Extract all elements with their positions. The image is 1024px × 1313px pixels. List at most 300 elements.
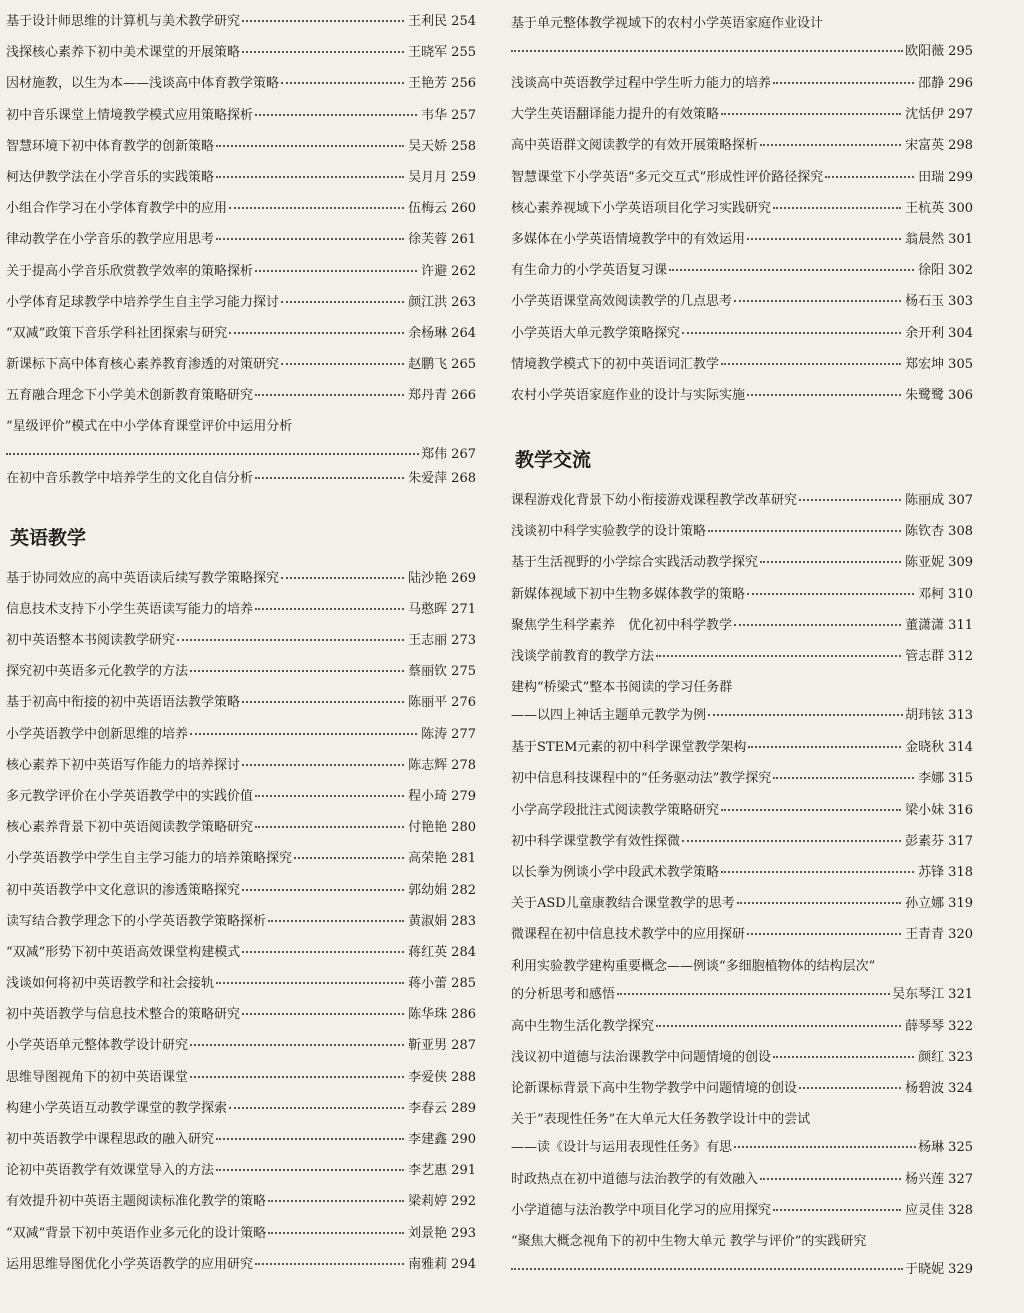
entry-title: 运用思维导图优化小学英语教学的应用研究 (6, 1256, 254, 1272)
toc-entry (6, 1249, 476, 1280)
entry-author: 蔡丽钦 (408, 664, 448, 680)
dot-leader (268, 1224, 404, 1234)
entry-title: 浅谈学前教育的教学方法 (511, 649, 655, 664)
entry-author: 董潇潇 (905, 617, 945, 633)
entry-title: 高中英语群文阅读教学的有效开展策略探析 (511, 138, 759, 154)
entry-title: 利用实验教学建构重要概念——例谈“多细胞植物体的结构层次” (511, 958, 876, 974)
toc-entry (6, 781, 476, 812)
entry-title: 有生命力的小学英语复习课 (511, 263, 668, 279)
dot-leader (255, 1255, 404, 1265)
entry-title: 浅谈初中科学实验教学的设计策略 (511, 524, 707, 540)
entry-page: 321 (948, 986, 973, 1002)
toc-entry (6, 463, 476, 494)
entry-title: 多元教学评价在小学英语教学中的实践价值 (6, 788, 254, 804)
toc-entry (6, 1218, 476, 1249)
entry-page: 266 (451, 388, 476, 404)
toc-entry (6, 812, 476, 843)
entry-author: 杨石玉 (905, 294, 945, 310)
entry-title: 探究初中英语多元化教学的方法 (6, 664, 189, 680)
entry-author: 郑伟 (421, 447, 448, 463)
entry-title: 因材施教，以生为本——浅谈高中体育教学策略 (6, 76, 280, 92)
dot-leader (294, 849, 404, 859)
dot-leader (825, 168, 914, 178)
dot-leader (511, 1260, 903, 1270)
entry-author: 金晓秋 (905, 740, 945, 756)
toc-list-exchange-3 (511, 1011, 973, 1105)
entry-title: 小学英语大单元教学策略探究 (511, 325, 681, 341)
entry-title: 新课标下高中体育核心素养教育渗透的对策研究 (6, 357, 280, 373)
entry-author: 孙立娜 (905, 896, 945, 912)
toc-list-english-cont (511, 68, 973, 411)
dot-leader (773, 74, 914, 84)
section-heading-english: 英语教学 (10, 526, 87, 549)
entry-page: 265 (451, 357, 476, 373)
entry-title: “星级评价”模式在中小学体育课堂评价中运用分析 (6, 419, 293, 435)
entry-author: 蒋红英 (408, 944, 448, 960)
entry-page: 258 (451, 138, 476, 154)
entry-title: 小组合作学习在小学体育教学中的应用 (6, 201, 228, 217)
entry-author: 徐阳 (918, 263, 945, 279)
entry-page: 294 (451, 1256, 476, 1272)
entry-page: 290 (451, 1132, 476, 1147)
toc-entry (511, 1164, 973, 1195)
entry-title: 五育融合理念下小学美术创新教育策略研究 (6, 388, 254, 404)
toc-entry (511, 130, 973, 161)
toc-entry-wrapped (511, 672, 973, 732)
dot-leader (216, 168, 404, 178)
entry-author: 李春云 (408, 1100, 448, 1116)
toc-entry (511, 826, 973, 857)
entry-page: 317 (948, 833, 973, 849)
entry-author: 宋富英 (905, 138, 945, 154)
entry-author: 付艳艳 (408, 820, 448, 836)
entry-title: 高中生物生活化教学探究 (511, 1018, 655, 1034)
toc-entry (511, 193, 973, 224)
dot-leader (242, 943, 404, 953)
dot-leader (255, 106, 417, 116)
entry-title: 农村小学英语家庭作业的设计与实际实施 (511, 387, 746, 403)
entry-author: 余杨琳 (408, 325, 448, 341)
entry-author: 靳亚男 (408, 1038, 448, 1054)
toc-entry (6, 1093, 476, 1124)
toc-entry (511, 579, 973, 610)
toc-entry (511, 888, 973, 919)
entry-page: 311 (948, 617, 973, 633)
entry-author: 沈恬伊 (905, 107, 945, 123)
toc-entry (6, 656, 476, 687)
entry-title: 情境教学模式下的初中英语词汇教学 (511, 356, 720, 372)
toc-entry (511, 1011, 973, 1042)
dot-leader (268, 912, 404, 922)
entry-author: 颜江洪 (408, 294, 448, 310)
entry-page: 255 (451, 45, 476, 61)
entry-page: 276 (451, 695, 476, 711)
toc-entry (511, 795, 973, 826)
dot-leader (242, 12, 404, 22)
entry-page: 256 (451, 76, 476, 92)
dot-leader (281, 569, 404, 579)
entry-subtitle: ——读《设计与运用表现性任务》有思 (511, 1140, 733, 1156)
dot-leader (773, 769, 914, 779)
toc-list-exchange (511, 485, 973, 672)
entry-title: 关于“表现性任务”在大单元大任务教学设计中的尝试 (511, 1112, 811, 1128)
toc-entry (6, 162, 476, 193)
toc-entry (6, 224, 476, 255)
dot-leader (734, 616, 901, 626)
entry-page: 324 (948, 1080, 973, 1096)
entry-page: 327 (948, 1172, 973, 1188)
entry-title: 小学英语教学中创新思维的培养 (6, 726, 189, 742)
dot-leader (737, 894, 901, 904)
entry-title: 浅探核心素养下初中美术课堂的开展策略 (6, 45, 241, 61)
entry-title: “双减”政策下音乐学科社团探索与研究 (6, 325, 228, 341)
entry-page: 328 (948, 1203, 973, 1219)
toc-entry (6, 594, 476, 625)
toc-entry (511, 919, 973, 950)
dot-leader (255, 386, 404, 396)
entry-author: 颜红 (918, 1049, 945, 1065)
entry-title: 构建小学英语互动教学课堂的教学探索 (6, 1100, 228, 1116)
toc-entry (6, 1155, 476, 1186)
entry-title: 基于初高中衔接的初中英语语法教学策略 (6, 695, 241, 711)
entry-title: 论初中英语教学有效课堂导入的方法 (6, 1163, 215, 1179)
entry-author: 南雅莉 (408, 1256, 448, 1272)
entry-page: 314 (948, 740, 973, 756)
entry-page: 307 (948, 493, 973, 509)
entry-title: 多媒体在小学英语情境教学中的有效运用 (511, 231, 746, 247)
toc-entry (511, 349, 973, 380)
dot-leader (656, 1017, 901, 1027)
dot-leader (255, 787, 404, 797)
entry-page: 262 (451, 263, 476, 279)
toc-entry-wrapped (511, 951, 973, 1011)
dot-leader (721, 801, 901, 811)
dot-leader (255, 469, 404, 479)
entry-page: 299 (948, 169, 973, 185)
entry-page: 283 (451, 913, 476, 929)
entry-author: 杨碧波 (905, 1080, 945, 1096)
section-heading-exchange: 教学交流 (515, 449, 592, 472)
dot-leader (268, 1192, 404, 1202)
dot-leader (708, 706, 903, 716)
dot-leader (216, 1161, 404, 1171)
toc-entry (511, 286, 973, 317)
dot-leader (216, 230, 404, 240)
entry-title: 基于STEM元素的初中科学课堂教学架构 (511, 740, 747, 756)
entry-author: 余开利 (905, 325, 945, 341)
dot-leader (760, 136, 901, 146)
toc-entry (511, 1195, 973, 1226)
entry-author: 郭幼娟 (408, 882, 448, 898)
entry-page: 275 (451, 664, 476, 680)
toc-entry (511, 516, 973, 547)
entry-author: 王晓军 (408, 45, 448, 61)
entry-author: 韦华 (421, 107, 448, 123)
entry-page: 322 (948, 1018, 973, 1034)
entry-author: 陈华珠 (408, 1007, 448, 1023)
toc-entry (511, 547, 973, 578)
dot-leader (242, 881, 404, 891)
entry-author: 朱爱萍 (408, 471, 448, 487)
entry-title: 基于协同效应的高中英语读后续写教学策略探究 (6, 570, 280, 586)
dot-leader (721, 355, 901, 365)
toc-entry (6, 1186, 476, 1217)
entry-page: 308 (948, 524, 973, 540)
entry-page: 289 (451, 1100, 476, 1116)
entry-author: 李艺惠 (408, 1163, 448, 1179)
entry-title: “双减”背景下初中英语作业多元化的设计策略 (6, 1225, 267, 1241)
toc-entry (6, 37, 476, 68)
entry-page: 277 (451, 726, 476, 742)
entry-page: 301 (948, 231, 973, 247)
entry-page: 313 (948, 708, 973, 724)
entry-title: 初中音乐课堂上情境教学模式应用策略探析 (6, 107, 254, 123)
toc-entry (511, 99, 973, 130)
entry-page: 309 (948, 555, 973, 571)
entry-page: 298 (948, 138, 973, 154)
toc-entry (511, 732, 973, 763)
entry-title: 浅谈如何将初中英语教学和社会接轨 (6, 976, 215, 992)
dot-leader (721, 863, 914, 873)
entry-author: 苏锋 (918, 864, 945, 880)
entry-author: 王杭英 (905, 200, 945, 216)
entry-page: 323 (948, 1049, 973, 1065)
entry-title: 小学高学段批注式阅读教学策略研究 (511, 802, 720, 818)
toc-entry (6, 999, 476, 1030)
entry-title: 思维导图视角下的初中英语课堂 (6, 1069, 189, 1085)
toc-entry (511, 610, 973, 641)
entry-author: 蒋小蕾 (408, 976, 448, 992)
dot-leader (190, 725, 417, 735)
dot-leader (721, 105, 901, 115)
entry-author: 李爱侠 (408, 1069, 448, 1085)
entry-author: 彭素芬 (905, 833, 945, 849)
entry-title: 微课程在初中信息技术教学中的应用探研 (511, 927, 746, 943)
entry-author: 陈志辉 (408, 757, 448, 773)
entry-title: 核心素养视域下小学英语项目化学习实践研究 (511, 200, 772, 216)
entry-title: “聚焦大概念视角下的初中生物大单元 教学与评价”的实践研究 (511, 1234, 867, 1250)
dot-leader (511, 42, 903, 52)
entry-author: 陈亚妮 (905, 555, 945, 571)
toc-entry (6, 380, 476, 411)
entry-author: 王艳芳 (408, 76, 448, 92)
entry-page: 303 (948, 294, 973, 310)
toc-entry (6, 100, 476, 131)
dot-leader (748, 738, 901, 748)
toc-entry-wrapped (511, 1104, 973, 1164)
dot-leader (708, 522, 901, 532)
toc-entry (6, 349, 476, 380)
dot-leader (255, 262, 417, 272)
entry-author: 李建鑫 (408, 1132, 448, 1147)
toc-entry (6, 1124, 476, 1155)
dot-leader (6, 445, 419, 455)
dot-leader (799, 491, 901, 501)
entry-title: 有效提升初中英语主题阅读标准化教学的策略 (6, 1194, 267, 1210)
entry-page: 306 (948, 387, 973, 403)
entry-title: 初中英语整本书阅读教学研究 (6, 633, 176, 648)
dot-leader (682, 324, 901, 334)
entry-title: 小学英语教学中学生自主学习能力的培养策略探究 (6, 851, 293, 867)
entry-title: 基于单元整体教学视域下的农村小学英语家庭作业设计 (511, 16, 824, 31)
entry-title: 初中信息科技课程中的“任务驱动法”教学探究 (511, 771, 772, 787)
entry-author: 伍梅云 (408, 201, 448, 217)
dot-leader (773, 1048, 914, 1058)
toc-entry (511, 68, 973, 99)
entry-author: 程小琦 (408, 788, 448, 804)
entry-subtitle: 的分析思考和感悟 (511, 986, 616, 1002)
entry-title: 论新课标背景下高中生物学教学中问题情境的创设 (511, 1080, 798, 1096)
entry-title: 小学体育足球教学中培养学生自主学习能力探讨 (6, 294, 280, 310)
dot-leader (281, 293, 404, 303)
dot-leader (177, 631, 404, 641)
dot-leader (216, 974, 404, 984)
dot-leader (242, 693, 404, 703)
dot-leader (760, 1170, 901, 1180)
entry-author: 郑丹青 (408, 388, 448, 404)
toc-entry (6, 750, 476, 781)
entry-page: 279 (451, 788, 476, 804)
entry-page: 300 (948, 200, 973, 216)
entry-author: 杨兴莲 (905, 1172, 945, 1188)
dot-leader (229, 1099, 404, 1109)
entry-title: 课程游戏化背景下幼小衔接游戏课程教学改革研究 (511, 493, 798, 509)
toc-entry (6, 687, 476, 718)
dot-leader (773, 1201, 901, 1211)
entry-author: 王利民 (408, 14, 448, 29)
entry-page: 267 (451, 447, 476, 463)
entry-title: 以长拳为例谈小学中段武术教学策略 (511, 864, 720, 880)
entry-page: 273 (451, 633, 476, 648)
entry-title: 新媒体视域下初中生物多媒体教学的策略 (511, 586, 746, 602)
entry-subtitle: ——以四上神话主题单元教学为例 (511, 708, 707, 724)
entry-page: 254 (451, 14, 476, 29)
entry-title: 核心素养下初中英语写作能力的培养探讨 (6, 757, 241, 773)
toc-list-art-pe (6, 6, 476, 411)
entry-author: 朱鹭鹭 (905, 387, 945, 403)
entry-author: 王志丽 (408, 633, 448, 648)
toc-entry (511, 763, 973, 794)
entry-author: 郑宏坤 (905, 356, 945, 372)
dot-leader (216, 1130, 404, 1140)
dot-leader (656, 647, 901, 657)
entry-author: 陈钦杏 (905, 524, 945, 540)
toc-entry (6, 193, 476, 224)
toc-entry (6, 719, 476, 750)
dot-leader (760, 553, 901, 563)
entry-title: 基于生活视野的小学综合实践活动教学探究 (511, 555, 759, 571)
entry-page: 318 (948, 864, 973, 880)
toc-entry-wrapped (511, 1226, 973, 1278)
entry-title: 小学道德与法治教学中项目化学习的应用探究 (511, 1203, 772, 1219)
entry-title: 浅议初中道德与法治课教学中问题情境的创设 (511, 1049, 772, 1065)
toc-entry (511, 380, 973, 411)
entry-author: 徐芙蓉 (408, 232, 448, 248)
entry-page: 293 (451, 1225, 476, 1241)
entry-title: 小学英语单元整体教学设计研究 (6, 1038, 189, 1054)
entry-page: 305 (948, 356, 973, 372)
entry-author: 欧阳薇 (905, 44, 945, 59)
entry-page: 286 (451, 1007, 476, 1023)
entry-title: “双减”形势下初中英语高效课堂构建模式 (6, 944, 241, 960)
dot-leader (216, 137, 404, 147)
entry-page: 282 (451, 882, 476, 898)
entry-page: 263 (451, 294, 476, 310)
entry-page: 261 (451, 232, 476, 248)
entry-page: 316 (948, 802, 973, 818)
toc-entry (6, 68, 476, 99)
entry-author: 梁小妹 (905, 802, 945, 818)
toc-entry (511, 1042, 973, 1073)
entry-page: 284 (451, 944, 476, 960)
entry-author: 高荣艳 (408, 851, 448, 867)
entry-title: 聚焦学生科学素养 优化初中科学教学 (511, 617, 733, 633)
dot-leader (799, 1079, 901, 1089)
entry-title: 律动教学在小学音乐的教学应用思考 (6, 232, 215, 248)
toc-entry (511, 485, 973, 516)
toc-entry (6, 843, 476, 874)
dot-leader (747, 386, 901, 396)
dot-leader (747, 230, 901, 240)
toc-entry-wrapped (6, 411, 476, 463)
dot-leader (229, 324, 404, 334)
entry-page: 278 (451, 757, 476, 773)
entry-page: 288 (451, 1069, 476, 1085)
entry-title: 读写结合教学理念下的小学英语教学策略探析 (6, 913, 267, 929)
toc-entry (6, 1030, 476, 1061)
toc-entry (6, 625, 476, 656)
entry-author: 管志群 (905, 649, 945, 664)
entry-author: 于晓妮 (905, 1262, 945, 1278)
toc-entry (6, 875, 476, 906)
dot-leader (773, 199, 901, 209)
dot-leader (242, 43, 404, 53)
toc-list-english (6, 563, 476, 1280)
entry-author: 翁晨然 (905, 231, 945, 247)
entry-page: 268 (451, 471, 476, 487)
entry-author: 杨琳 (918, 1140, 945, 1156)
entry-title: 信息技术支持下小学生英语读写能力的培养 (6, 601, 254, 617)
entry-page: 257 (451, 107, 476, 123)
entry-author: 邵静 (918, 76, 945, 91)
entry-page: 325 (948, 1140, 973, 1156)
entry-page: 329 (948, 1262, 973, 1278)
entry-author: 陈丽成 (905, 493, 945, 509)
entry-author: 黄淑娟 (408, 913, 448, 929)
entry-page: 271 (451, 601, 476, 617)
left-column (6, 6, 476, 1280)
entry-author: 吴东琴江 (892, 986, 945, 1002)
toc-entry (511, 857, 973, 888)
entry-page: 310 (948, 586, 973, 602)
entry-page: 264 (451, 325, 476, 341)
toc-entry (6, 968, 476, 999)
entry-title: 智慧课堂下小学英语“多元交互式”形成性评价路径探究 (511, 169, 824, 185)
dot-leader (242, 756, 404, 766)
entry-title: 浅谈高中英语教学过程中学生听力能力的培养 (511, 76, 772, 91)
entry-title: 智慧环境下初中体育教学的创新策略 (6, 138, 215, 154)
entry-page: 295 (948, 44, 973, 59)
entry-author: 吴月月 (408, 169, 448, 185)
entry-title: 在初中音乐教学中培养学生的文化自信分析 (6, 471, 254, 487)
toc-entry (511, 162, 973, 193)
toc-list-exchange-2 (511, 732, 973, 950)
right-column (511, 6, 973, 1278)
dot-leader (190, 1036, 404, 1046)
entry-author: 王青青 (905, 927, 945, 943)
dot-leader (190, 1068, 404, 1078)
dot-leader (617, 985, 890, 995)
